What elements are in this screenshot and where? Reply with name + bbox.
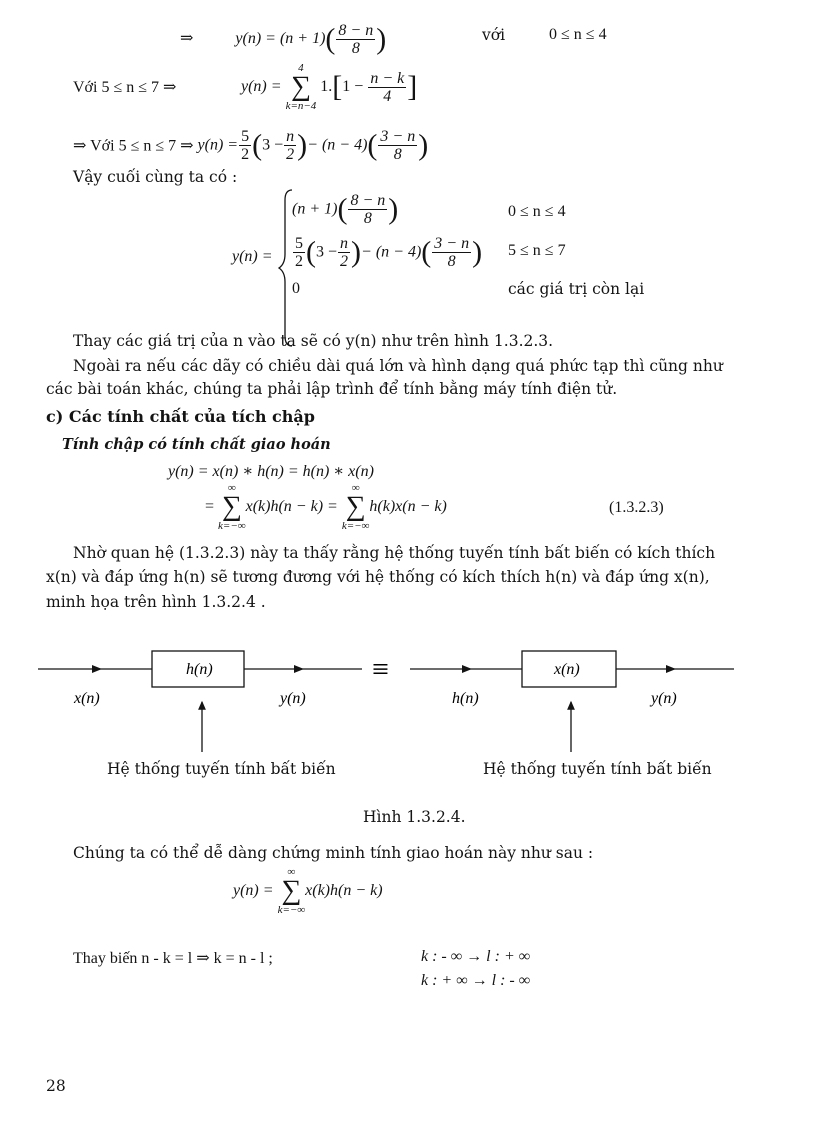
output-label-y: y(n) <box>280 690 306 707</box>
eq-line-2: Với 5 ≤ n ≤ 7 ⇒ y(n) = 4 ∑ k=n−4 1.[1 − $\frac{n - k}{4}$ ] <box>73 62 418 112</box>
eq-lhs: y(n) = (n + 1) <box>235 30 326 48</box>
limit-line-1: k : - ∞ → l : + ∞ <box>421 948 531 965</box>
paragraph-relation-1: Nhờ quan hệ (1.3.2.3) này ta thấy rằng hệ thống tuyến tính bất biến có kích thích <box>73 544 716 562</box>
box-label-x: x(n) <box>554 661 580 678</box>
fraction: $\frac{8 - n}{8}$ <box>338 22 374 57</box>
fraction: $\frac{n - k}{4}$ <box>370 69 405 105</box>
left-system-label: Hệ thống tuyến tính bất biến <box>107 760 336 778</box>
commutative-sums: = ∞ ∑ k=−∞ x(k)h(n − k) = ∞ ∑ k=−∞ h(k)x(n − k) <box>205 482 447 532</box>
paragraph-note-2: các bài toán khác, chúng ta phải lập trình để tính bằng máy tính điện tử. <box>46 380 618 398</box>
equation-number: (1.3.2.3) <box>609 499 664 516</box>
input-label-x: x(n) <box>74 690 100 707</box>
eq-lhs: y(n) = <box>241 78 282 95</box>
limit-line-2: k : + ∞ → l : - ∞ <box>421 972 531 989</box>
summation: 4 ∑ k=n−4 <box>285 62 317 112</box>
implies-symbol: ⇒ <box>180 30 194 48</box>
right-system <box>410 651 734 752</box>
right-system-label: Hệ thống tuyến tính bất biến <box>483 760 712 778</box>
subsection-heading: Tính chập có tính chất giao hoán <box>62 436 331 453</box>
fraction: $\frac{5}{2}$ <box>241 128 250 163</box>
piecewise-cond-2: 5 ≤ n ≤ 7 <box>508 242 566 259</box>
piecewise-case-2: $\frac{5}{2}$ (3 − $\frac{n}{2}$ )− (n − 4)( $\frac{3 - n}{8}$ ) <box>295 235 483 270</box>
figure-caption: Hình 1.3.2.4. <box>363 808 466 826</box>
eq-line-3: ⇒ Với 5 ≤ n ≤ 7 ⇒ y(n) = $\frac{5}{2}$ (3 − $\frac{n}{2}$ )− (n − 4)( $\frac{3 - n}{8}$ ) <box>73 128 429 163</box>
paragraph-values: Thay các giá trị của n vào ta sẽ có y(n) như trên hình 1.3.2.3. <box>73 332 554 350</box>
substitution-line: Thay biến n - k = l ⇒ k = n - l ; <box>73 950 273 967</box>
page-number: 28 <box>46 1077 66 1095</box>
box-label-h: h(n) <box>186 661 213 678</box>
output-label-y2: y(n) <box>651 690 677 707</box>
eq-line-1: ⇒ y(n) = (n + 1)( $\frac{8 - n}{8}$ ) <box>180 22 387 57</box>
piecewise-cond-1: 0 ≤ n ≤ 4 <box>508 203 566 220</box>
input-label-h: h(n) <box>452 690 479 707</box>
conclusion-text: Vậy cuối cùng ta có : <box>73 168 238 186</box>
piecewise-lhs: y(n) = <box>232 248 273 265</box>
case-prefix: Với 5 ≤ n ≤ 7 ⇒ <box>73 79 177 96</box>
piecewise-cond-3: các giá trị còn lại <box>508 280 645 298</box>
paragraph-proof: Chúng ta có thể dễ dàng chứng minh tính giao hoán này như sau : <box>73 844 594 862</box>
with-label: với <box>482 26 506 44</box>
commutative-line: y(n) = x(n) ∗ h(n) = h(n) ∗ x(n) <box>168 463 374 480</box>
piecewise-case-3: 0 <box>292 280 300 297</box>
proof-equation: y(n) = ∞ ∑ k=−∞ x(k)h(n − k) <box>233 866 383 916</box>
fraction: $\frac{n}{2}$ <box>286 128 295 163</box>
case-prefix: ⇒ Với 5 ≤ n ≤ 7 ⇒ <box>73 137 194 155</box>
left-system <box>38 651 362 752</box>
paragraph-relation-3: minh họa trên hình 1.3.2.4 . <box>46 593 266 611</box>
piecewise-case-1: (n + 1)( $\frac{8 - n}{8}$ ) <box>292 192 399 227</box>
equivalence-symbol: ≡ <box>372 653 389 686</box>
section-heading: c) Các tính chất của tích chập <box>46 407 315 426</box>
paragraph-relation-2: x(n) và đáp ứng h(n) sẽ tương đương với hệ thống có kích thích h(n) và đáp ứng x(n), <box>46 568 710 586</box>
range-condition: 0 ≤ n ≤ 4 <box>549 26 607 43</box>
fraction: $\frac{3 - n}{8}$ <box>380 128 416 163</box>
paragraph-note-1: Ngoài ra nếu các dãy có chiều dài quá lớn và hình dạng quá phức tạp thì cũng như <box>73 357 723 375</box>
